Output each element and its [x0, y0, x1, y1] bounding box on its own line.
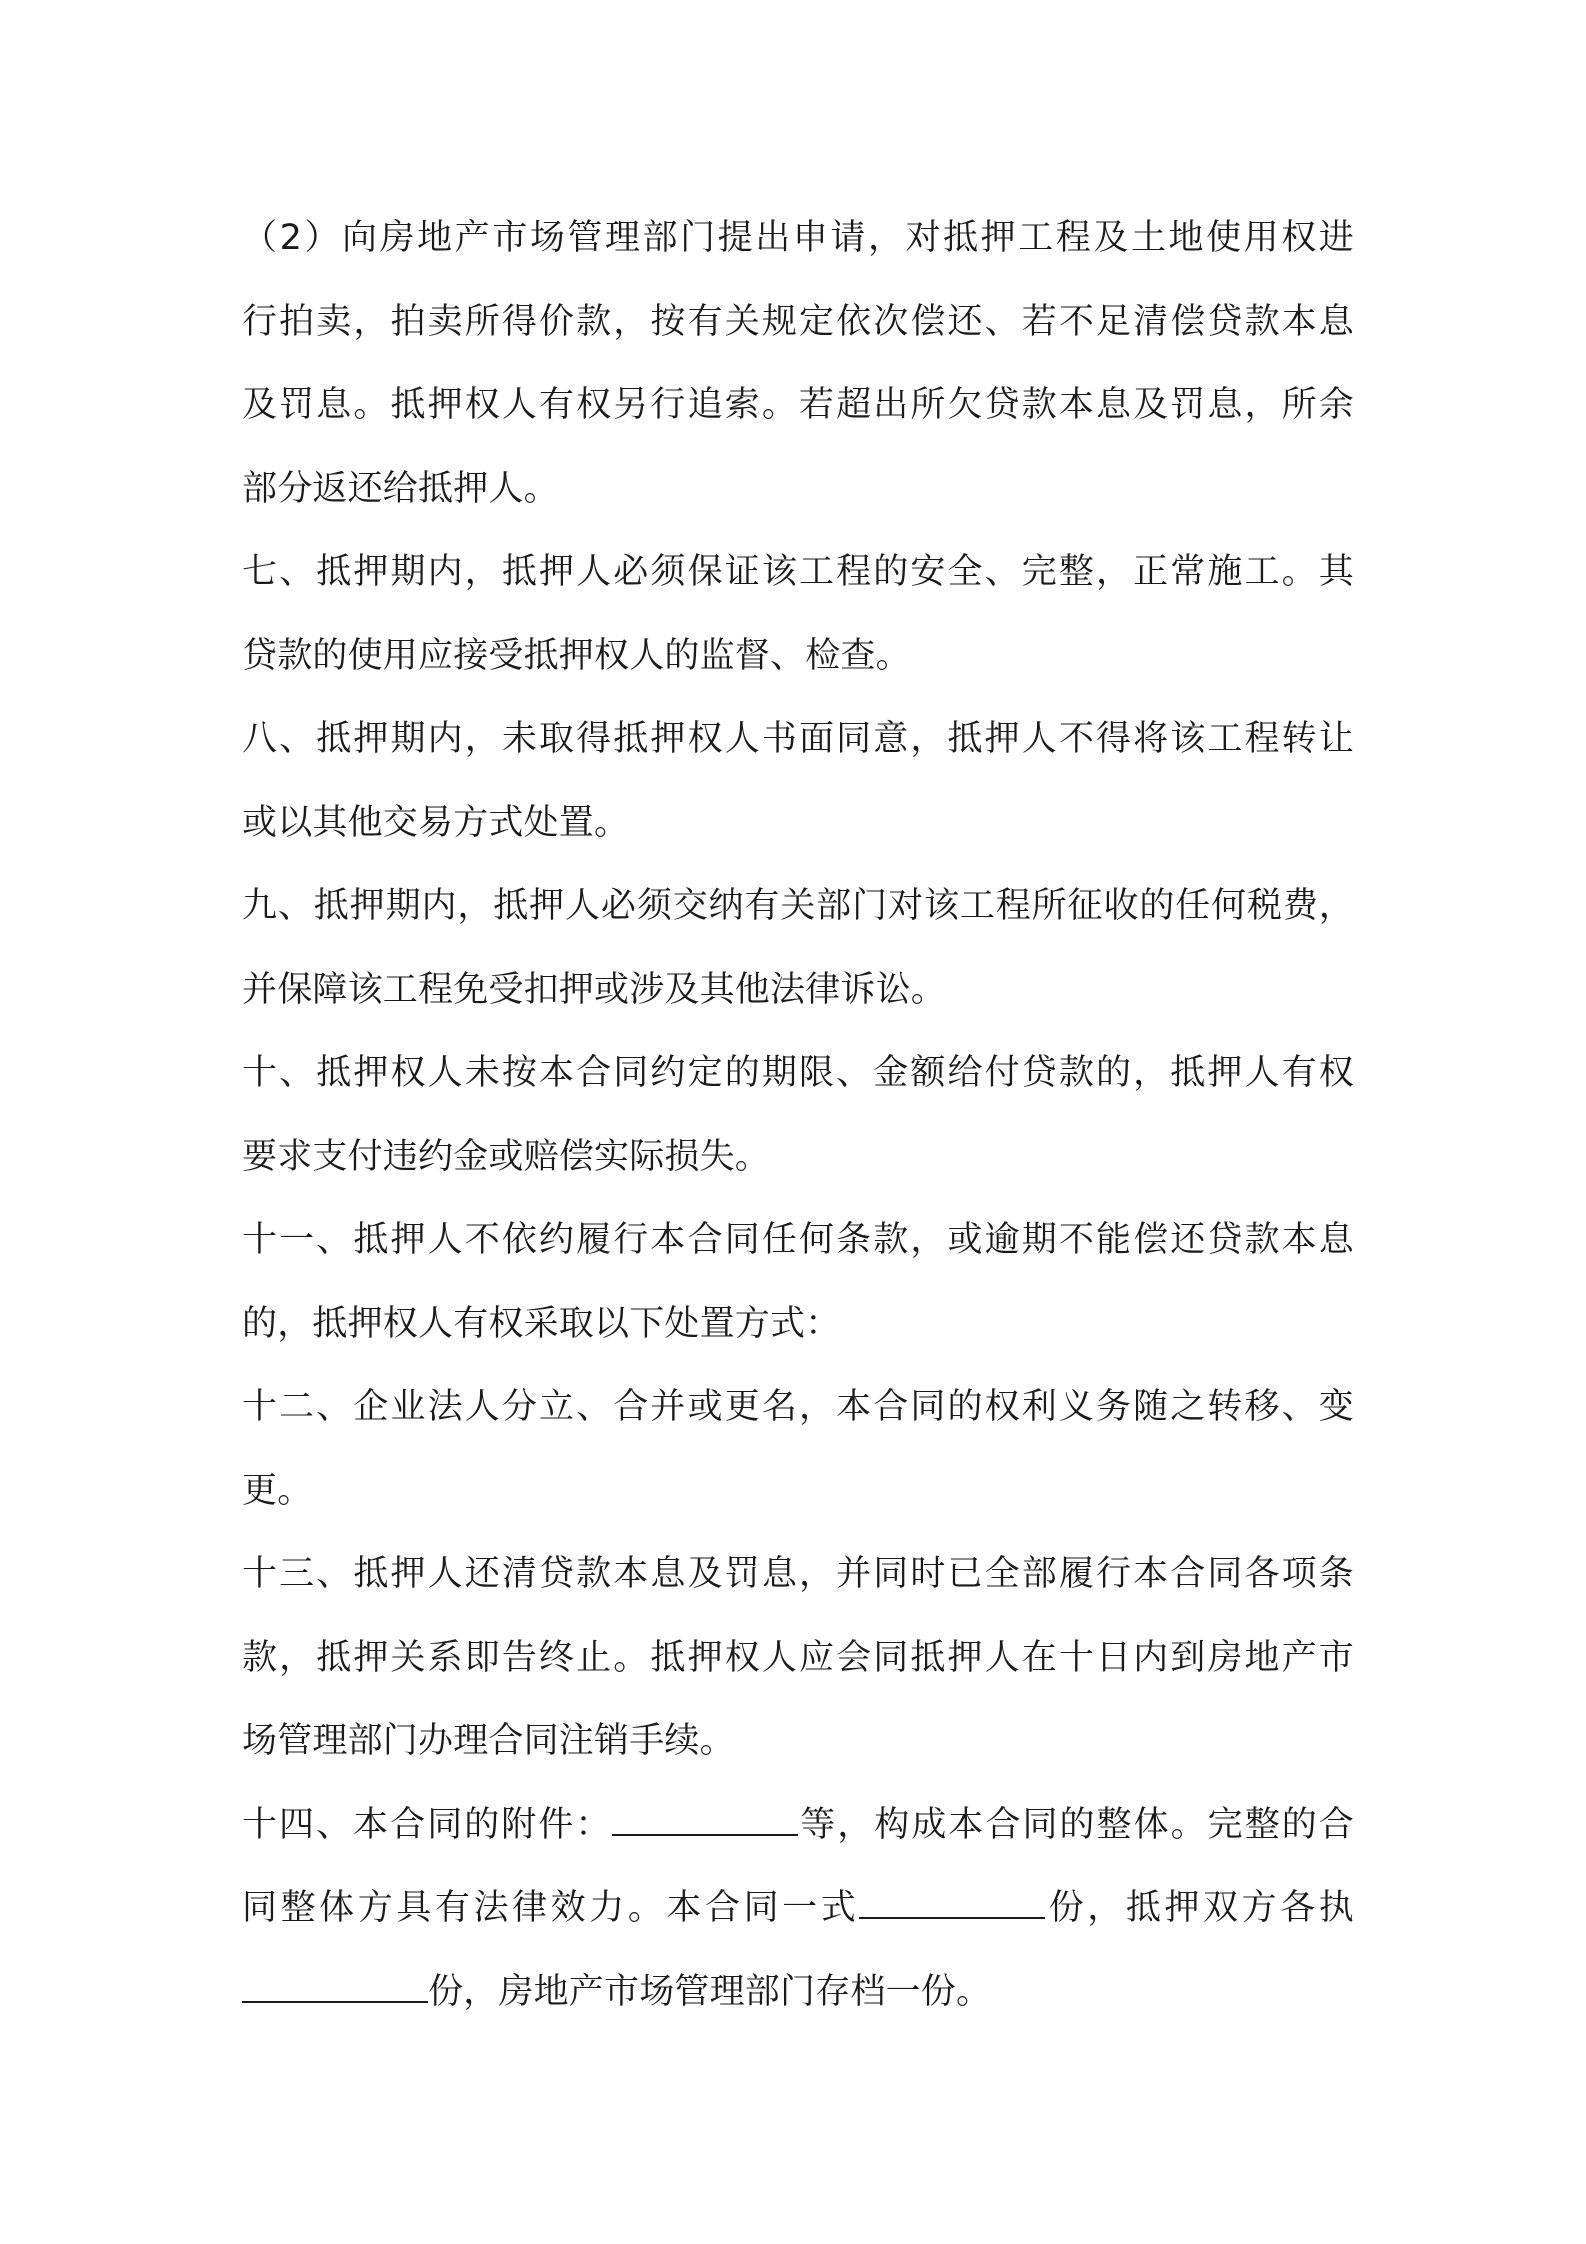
text-line: 款，抵押关系即告终止。抵押权人应会同抵押人在十日内到房地产市 — [242, 1637, 1354, 1678]
text-line — [242, 1867, 1354, 1951]
document-body — [242, 197, 1354, 2034]
text-line: 十、抵押权人未按本合同约定的期限、金额给付贷款的，抵押人有权 — [242, 1053, 1354, 1093]
clause-10 — [242, 1032, 1354, 1199]
clause-14-copies-label: 同整体方具有法律效力。本合同一式 — [242, 1888, 860, 1928]
clause-14 — [242, 1784, 1354, 2035]
clause-8 — [242, 698, 1354, 865]
clause-12 — [242, 1366, 1354, 1533]
text-line: 及罚息。抵押权人有权另行追索。若超出所欠贷款本息及罚息，所余 — [242, 385, 1354, 425]
clause-14-line3-tail: 份，房地产市场管理部门存档一份。 — [428, 1971, 992, 2012]
text-line: 更。 — [242, 1470, 313, 1511]
text-line: 七、抵押期内，抵押人必须保证该工程的安全、完整，正常施工。其 — [242, 552, 1354, 592]
text-line: 的，抵押权人有权采取以下处置方式： — [242, 1303, 841, 1344]
paragraph-item-2 — [242, 197, 1354, 531]
clause-9 — [242, 865, 1354, 1032]
text-line: 要求支付违约金或赔偿实际损失。 — [242, 1136, 771, 1177]
text-line: 十二、企业法人分立、合并或更名，本合同的权利义务随之转移、变 — [242, 1387, 1354, 1427]
text-line: 十一、抵押人不依约履行本合同任何条款，或逾期不能偿还贷款本息 — [242, 1220, 1354, 1260]
text-line: 贷款的使用应接受抵押权人的监督、检查。 — [242, 635, 911, 676]
clause-14-line2-tail: 份，抵押双方各执 — [1045, 1888, 1354, 1928]
text-line: （2）向房地产市场管理部门提出申请，对抵押工程及土地使用权进 — [242, 218, 1354, 258]
clause-11 — [242, 1199, 1354, 1366]
text-line: 行拍卖，拍卖所得价款，按有关规定依次偿还、若不足清偿贷款本息 — [242, 301, 1354, 342]
text-line: 八、抵押期内，未取得抵押权人书面同意，抵押人不得将该工程转让 — [242, 719, 1354, 759]
text-line: 或以其他交易方式处置。 — [242, 802, 630, 843]
clause-13 — [242, 1533, 1354, 1784]
clause-14-line1-tail: 等，构成本合同的整体。完整的合 — [798, 1804, 1354, 1845]
clause-7 — [242, 531, 1354, 698]
copies-each-blank[interactable] — [242, 1971, 428, 2003]
text-line: 九、抵押期内，抵押人必须交纳有关部门对该工程所征收的任何税费， — [242, 886, 1354, 926]
copies-total-blank[interactable] — [859, 1887, 1045, 1919]
clause-14-attachment-label: 十四、本合同的附件： — [242, 1804, 613, 1845]
text-line — [242, 1784, 1354, 1868]
text-line: 部分返还给抵押人。 — [242, 468, 559, 509]
text-line: 并保障该工程免受扣押或涉及其他法律诉讼。 — [242, 969, 947, 1010]
attachment-blank[interactable] — [612, 1804, 798, 1836]
text-line: 十三、抵押人还清贷款本息及罚息，并同时已全部履行本合同各项条 — [242, 1554, 1354, 1594]
text-line — [242, 1951, 1354, 2035]
text-line: 场管理部门办理合同注销手续。 — [242, 1721, 735, 1761]
